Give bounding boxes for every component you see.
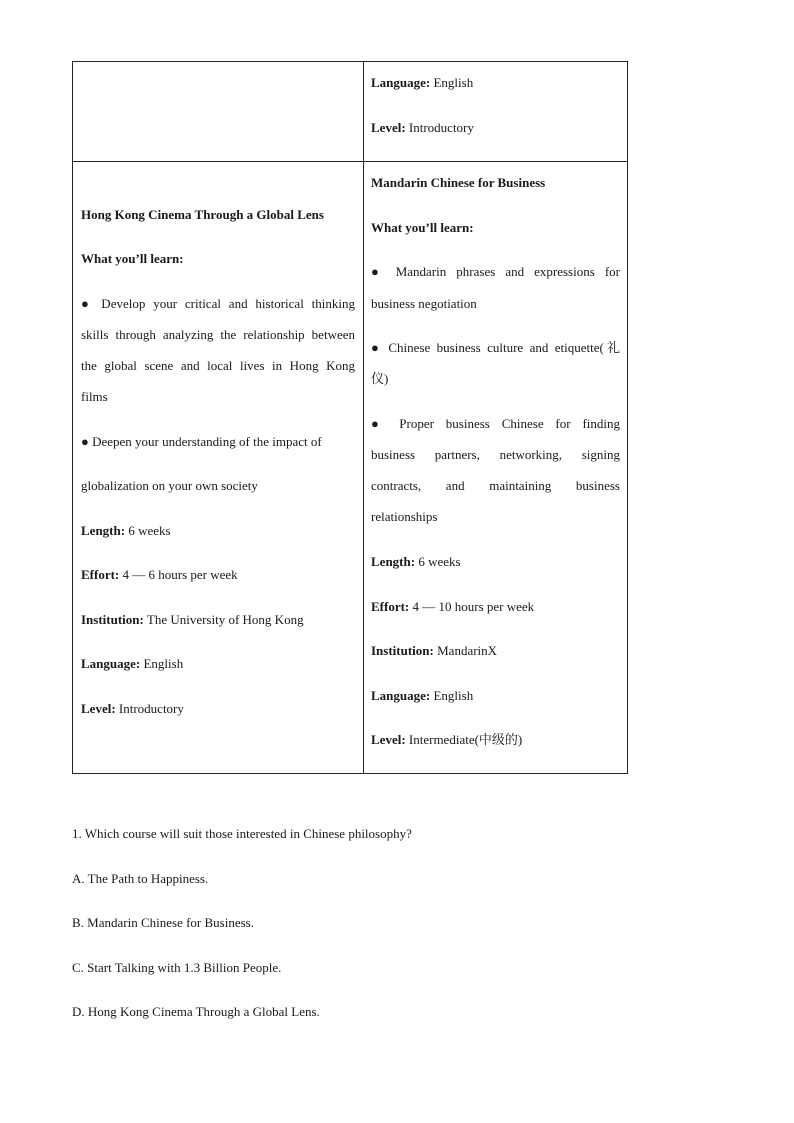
bullet-line: ● Mandarin phrases and expressions for [371,264,620,279]
effort-row: Effort: 4 — 6 hours per week [81,567,238,582]
learn-heading: What you’ll learn: [81,251,184,266]
language-row: Language: English [371,688,474,703]
bullet-line: ● Proper business Chinese for finding [371,416,620,431]
effort-row: Effort: 4 — 10 hours per week [371,599,535,614]
answer-option-a: A. The Path to Happiness. [72,871,209,886]
course-cell-hong-kong-cinema [72,161,364,774]
level-row: Level: Intermediate(中级的) [371,732,523,747]
course-table [72,61,628,774]
bullet-line: films [81,389,108,404]
bullet-line: contracts, and maintaining business [371,478,620,493]
bullet-line: 仪) [371,371,389,386]
answer-option-c: C. Start Talking with 1.3 Billion People. [72,960,282,975]
course-title: Hong Kong Cinema Through a Global Lens [81,207,324,222]
bullet-line: ● Chinese business culture and etiquette(礼 [371,340,620,355]
institution-row: Institution: The University of Hong Kong [81,612,304,627]
course-cell-mandarin-business [363,161,628,774]
bullet-line: relationships [371,509,438,524]
question-stem: 1. Which course will suit those interested in Chinese philosophy? [72,826,412,841]
learn-heading: What you’ll learn: [371,220,474,235]
bullet-line: business negotiation [371,296,477,311]
length-row: Length: 6 weeks [371,554,461,569]
bullet-line: ● Deepen your understanding of the impact of [81,434,322,449]
bullet-line: skills through analyzing the relationship between [81,327,355,342]
level-row: Level: Introductory [371,120,474,135]
answer-option-d: D. Hong Kong Cinema Through a Global Lens. [72,1004,320,1019]
institution-row: Institution: MandarinX [371,643,498,658]
length-row: Length: 6 weeks [81,523,171,538]
language-row: Language: English [81,656,184,671]
table-cell-top-right [363,61,628,162]
course-title: Mandarin Chinese for Business [371,175,546,190]
answer-option-b: B. Mandarin Chinese for Business. [72,915,254,930]
table-cell-empty [72,61,364,162]
bullet-line: ● Develop your critical and historical thinking [81,296,355,311]
level-row: Level: Introductory [81,701,184,716]
bullet-line: globalization on your own society [81,478,258,493]
language-row: Language: English [371,75,474,90]
bullet-line: business partners, networking, signing [371,447,620,462]
bullet-line: the global scene and local lives in Hong Kong [81,358,355,373]
